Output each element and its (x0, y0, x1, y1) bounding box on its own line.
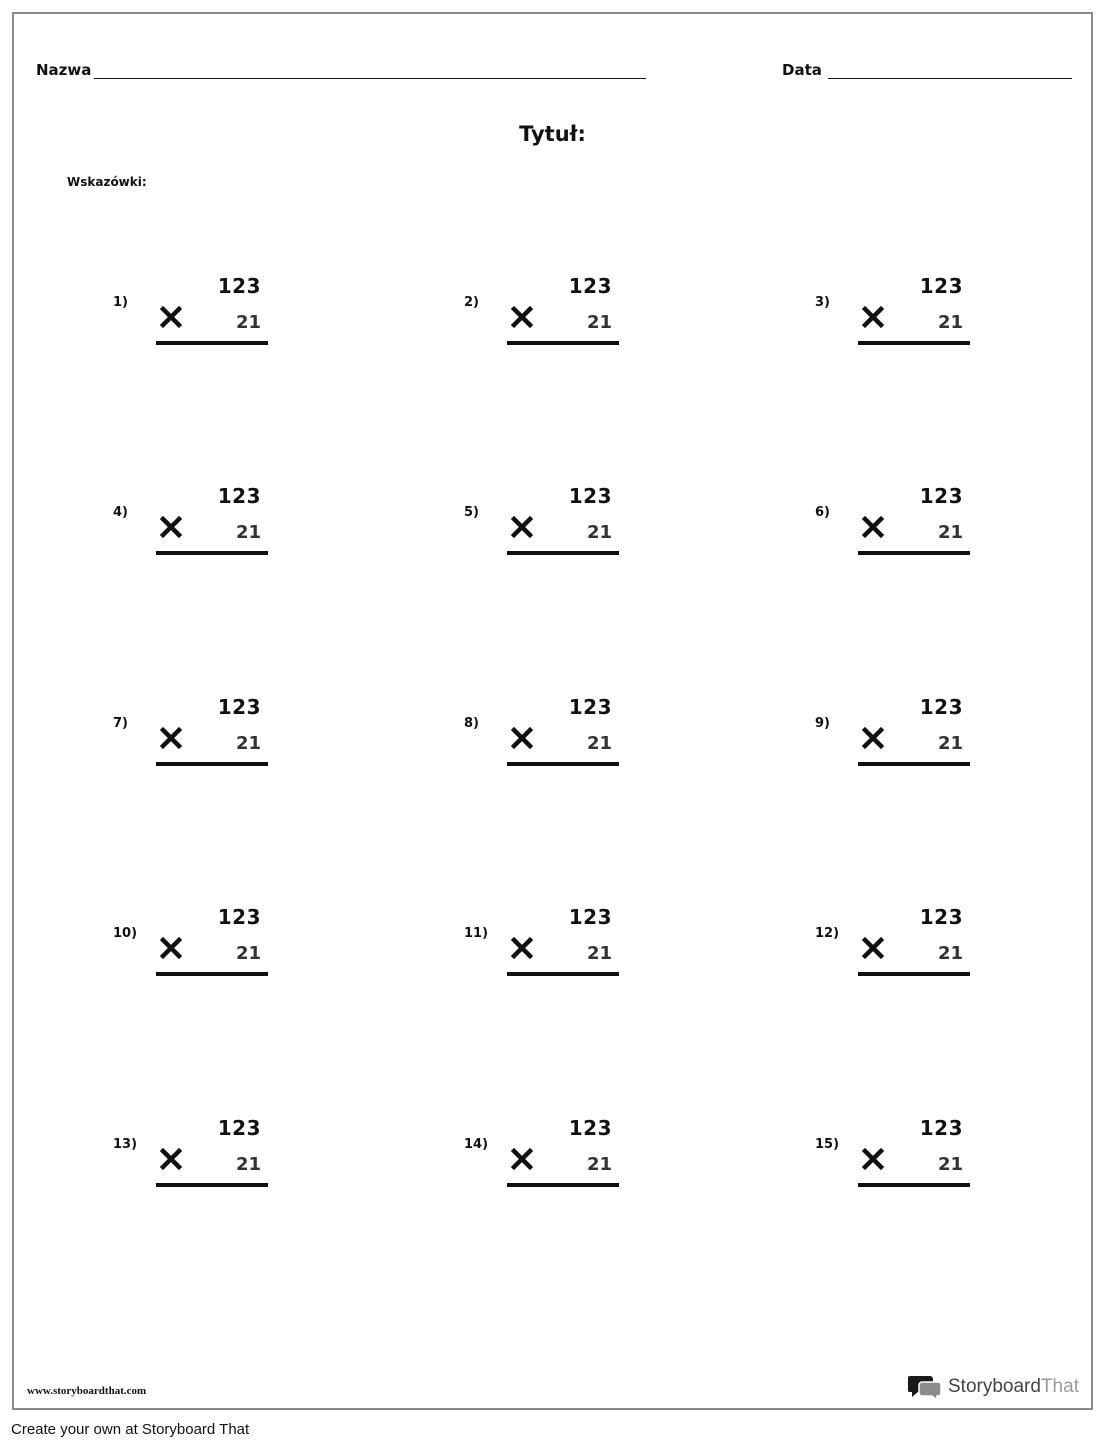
multiply-icon (510, 936, 534, 960)
problem-number: 1) (113, 295, 128, 310)
answer-line[interactable] (858, 1183, 970, 1187)
multiplier: 21 (586, 1154, 612, 1175)
answer-line[interactable] (507, 551, 619, 555)
multiplicand: 123 (919, 695, 963, 719)
multiplier: 21 (586, 733, 612, 754)
multiplier: 21 (937, 733, 963, 754)
answer-line[interactable] (858, 341, 970, 345)
multiplicand: 123 (919, 274, 963, 298)
problem-number: 14) (464, 1137, 489, 1152)
multiplier: 21 (586, 312, 612, 333)
multiplicand: 123 (568, 274, 612, 298)
problem-item (113, 274, 313, 357)
multiplicand: 123 (919, 905, 963, 929)
problem-item (113, 905, 313, 988)
multiplier: 21 (235, 943, 261, 964)
answer-line[interactable] (858, 551, 970, 555)
multiplier: 21 (937, 1154, 963, 1175)
problem-item (464, 274, 664, 357)
multiplier: 21 (235, 522, 261, 543)
multiplier: 21 (937, 943, 963, 964)
footer-url: www.storyboardthat.com (27, 1385, 147, 1397)
worksheet-title: Tytuł: (519, 122, 586, 146)
multiplier: 21 (235, 312, 261, 333)
problem-item (113, 1116, 313, 1199)
multiply-icon (861, 726, 885, 750)
problem-item (815, 695, 1015, 778)
multiply-icon (159, 305, 183, 329)
problem-number: 11) (464, 926, 489, 941)
problem-number: 12) (815, 926, 840, 941)
answer-line[interactable] (156, 972, 268, 976)
logo-text (948, 1376, 1079, 1398)
multiplicand: 123 (919, 1116, 963, 1140)
problem-item (464, 905, 664, 988)
multiply-icon (861, 936, 885, 960)
multiply-icon (510, 726, 534, 750)
multiply-icon (159, 726, 183, 750)
multiply-icon (510, 305, 534, 329)
problem-number: 8) (464, 716, 479, 731)
multiplicand: 123 (217, 695, 261, 719)
answer-line[interactable] (858, 972, 970, 976)
multiplier: 21 (937, 312, 963, 333)
problem-item (815, 1116, 1015, 1199)
answer-line[interactable] (507, 1183, 619, 1187)
problem-number: 3) (815, 295, 830, 310)
create-your-own-link[interactable]: Create your own at Storyboard That (11, 1421, 250, 1438)
problem-number: 6) (815, 505, 830, 520)
multiply-icon (159, 515, 183, 539)
problem-item (815, 274, 1015, 357)
answer-line[interactable] (156, 762, 268, 766)
multiplicand: 123 (217, 484, 261, 508)
problem-item (113, 484, 313, 567)
multiply-icon (159, 936, 183, 960)
date-label: Data (782, 61, 822, 79)
multiply-icon (861, 515, 885, 539)
multiplicand: 123 (568, 1116, 612, 1140)
multiply-icon (861, 1147, 885, 1171)
multiplicand: 123 (919, 484, 963, 508)
problem-item (815, 484, 1015, 567)
problem-number: 10) (113, 926, 138, 941)
multiplier: 21 (586, 522, 612, 543)
problem-item (815, 905, 1015, 988)
answer-line[interactable] (507, 762, 619, 766)
problem-number: 5) (464, 505, 479, 520)
date-field-line[interactable] (828, 78, 1072, 79)
problem-number: 15) (815, 1137, 840, 1152)
problem-number: 9) (815, 716, 830, 731)
name-field-line[interactable] (94, 78, 646, 79)
storyboardthat-logo (908, 1372, 1079, 1402)
multiplier: 21 (937, 522, 963, 543)
multiply-icon (861, 305, 885, 329)
problem-number: 7) (113, 716, 128, 731)
multiplicand: 123 (568, 484, 612, 508)
answer-line[interactable] (156, 341, 268, 345)
multiply-icon (510, 1147, 534, 1171)
problem-number: 2) (464, 295, 479, 310)
logo-word-storyboard: Storyboard (948, 1376, 1041, 1397)
multiplicand: 123 (217, 905, 261, 929)
speech-bubbles-icon (908, 1374, 942, 1400)
multiplier: 21 (586, 943, 612, 964)
problem-item (464, 695, 664, 778)
answer-line[interactable] (507, 972, 619, 976)
multiplicand: 123 (217, 1116, 261, 1140)
name-label: Nazwa (36, 61, 92, 79)
answer-line[interactable] (156, 1183, 268, 1187)
problem-item (113, 695, 313, 778)
worksheet-page (12, 12, 1093, 1410)
multiplicand: 123 (217, 274, 261, 298)
multiply-icon (510, 515, 534, 539)
multiplicand: 123 (568, 905, 612, 929)
multiplicand: 123 (568, 695, 612, 719)
logo-word-that: That (1040, 1376, 1079, 1397)
problem-item (464, 484, 664, 567)
multiply-icon (159, 1147, 183, 1171)
multiplier: 21 (235, 1154, 261, 1175)
problem-number: 13) (113, 1137, 138, 1152)
answer-line[interactable] (858, 762, 970, 766)
problem-number: 4) (113, 505, 128, 520)
multiplier: 21 (235, 733, 261, 754)
directions-label: Wskazówki: (67, 175, 147, 189)
answer-line[interactable] (156, 551, 268, 555)
answer-line[interactable] (507, 341, 619, 345)
problem-item (464, 1116, 664, 1199)
